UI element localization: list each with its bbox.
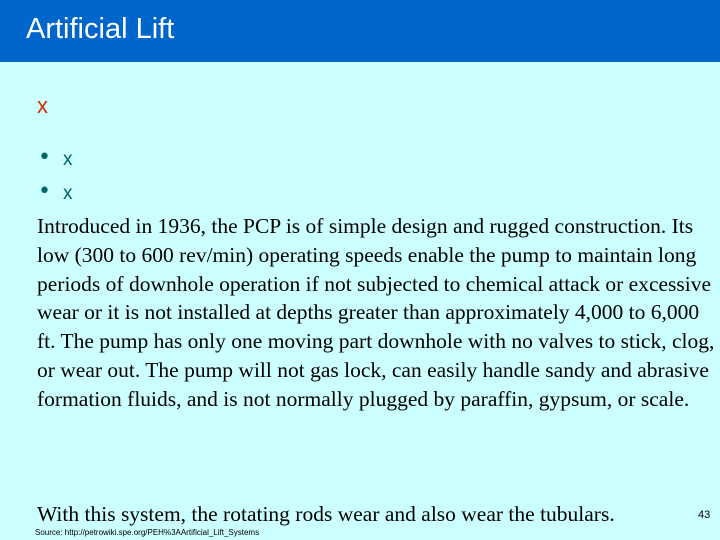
slide-title: Artificial Lift: [26, 13, 175, 45]
bullet-icon: •: [38, 145, 51, 170]
page-number: 43: [698, 509, 711, 521]
bullet-text: x: [63, 149, 73, 170]
source-citation: Source: http://petrowiki.spe.org/PEH%3AArtificial_Lift_Systems: [35, 528, 260, 537]
title-bar: [0, 0, 720, 62]
bullet-text: x: [63, 183, 73, 204]
body-paragraph: Introduced in 1936, the PCP is of simple design and rugged construction. Its low (300 to 600 rev/min) operating speeds enable the pump to maintain long periods of downhole operation if not subjected to chemical attack or excessive wear or it is not installed at depths greater than approximately 4,000 to 6,000 ft. The pump has only one moving part downhole with no valves to stick, clog, or wear out. The pump will not gas lock, can easily handle sandy and abrasive formation fluids, and is not normally plugged by paraffin, gypsum, or scale.: [37, 214, 715, 411]
bullet-icon: •: [38, 179, 51, 204]
heading-text: x: [37, 93, 48, 118]
body-paragraph: With this system, the rotating rods wear and also wear the tubulars.: [37, 502, 615, 526]
